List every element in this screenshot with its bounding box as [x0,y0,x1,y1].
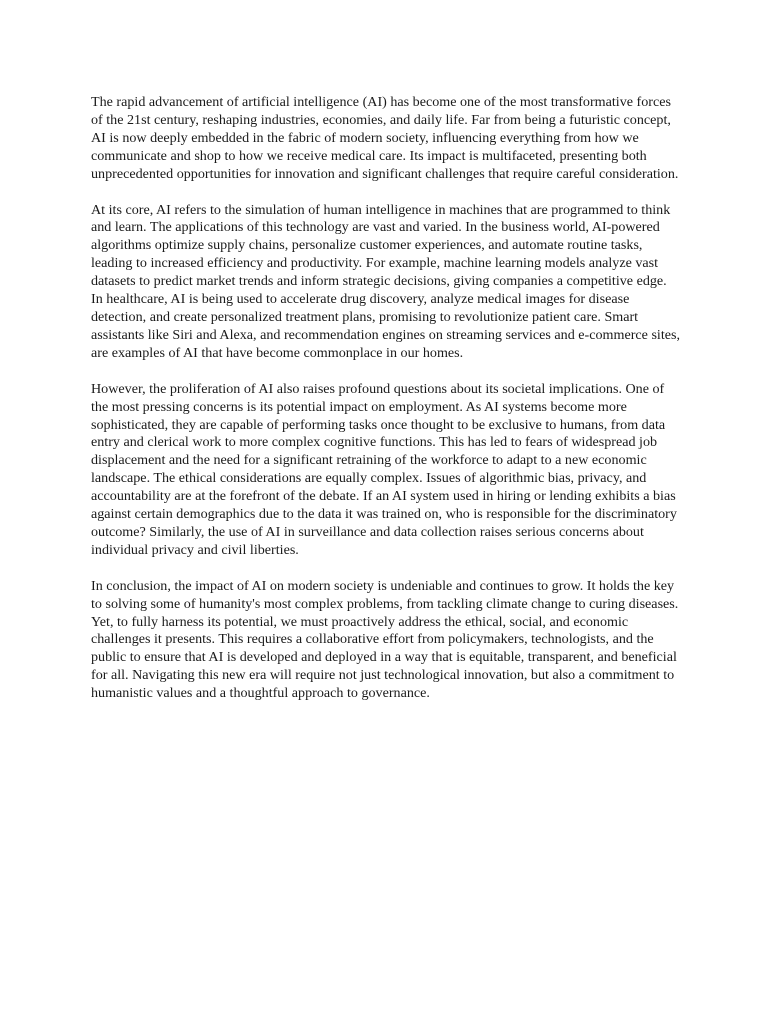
document-body [91,94,681,721]
paragraph-applications: At its core, AI refers to the simulation of human intelligence in machines that are programmed to think and learn. The applications of this technology are vast and varied. In the business world, AI-powered algorithms optimize supply chains, personalize customer experiences, and automate routine tasks, leading to increased efficiency and productivity. For example, machine learning models analyze vast datasets to predict market trends and inform strategic decisions, giving companies a competitive edge. In healthcare, AI is being used to accelerate drug discovery, analyze medical images for disease detection, and create personalized treatment plans, promising to revolutionize patient care. Smart assistants like Siri and Alexa, and recommendation engines on streaming services and e-commerce sites, are examples of AI that have become commonplace in our homes. [91,201,681,361]
paragraph-implications: However, the proliferation of AI also raises profound questions about its societal implications. One of the most pressing concerns is its potential impact on employment. As AI systems become more sophisticated, they are capable of performing tasks once thought to be exclusive to humans, from data entry and clerical work to more complex cognitive functions. This has led to fears of widespread job displacement and the need for a significant retraining of the workforce to adapt to a new economic landscape. The ethical considerations are equally complex. Issues of algorithmic bias, privacy, and accountability are at the forefront of the debate. If an AI system used in hiring or lending exhibits a bias against certain demographics due to the data it was trained on, who is responsible for the discriminatory outcome? Similarly, the use of AI in surveillance and data collection raises serious concerns about individual privacy and civil liberties. [91,380,677,558]
paragraph-introduction: The rapid advancement of artificial intelligence (AI) has become one of the most transformative forces of the 21st century, reshaping industries, economies, and daily life. Far from being a futuristic concept, AI is now deeply embedded in the fabric of modern society, influencing everything from how we communicate and shop to how we receive medical care. Its impact is multifaceted, presenting both unprecedented opportunities for innovation and significant challenges that require careful consideration. [91,94,679,182]
paragraph-conclusion: In conclusion, the impact of AI on modern society is undeniable and continues to grow. It holds the key to solving some of humanity's most complex problems, from tackling climate change to curing diseases. Yet, to fully harness its potential, we must proactively address the ethical, social, and economic challenges it presents. This requires a collaborative effort from policymakers, technologists, and the public to ensure that AI is developed and deployed in a way that is equitable, transparent, and beneficial for all. Navigating this new era will require not just technological innovation, but also a commitment to humanistic values and a thoughtful approach to governance. [91,577,679,702]
